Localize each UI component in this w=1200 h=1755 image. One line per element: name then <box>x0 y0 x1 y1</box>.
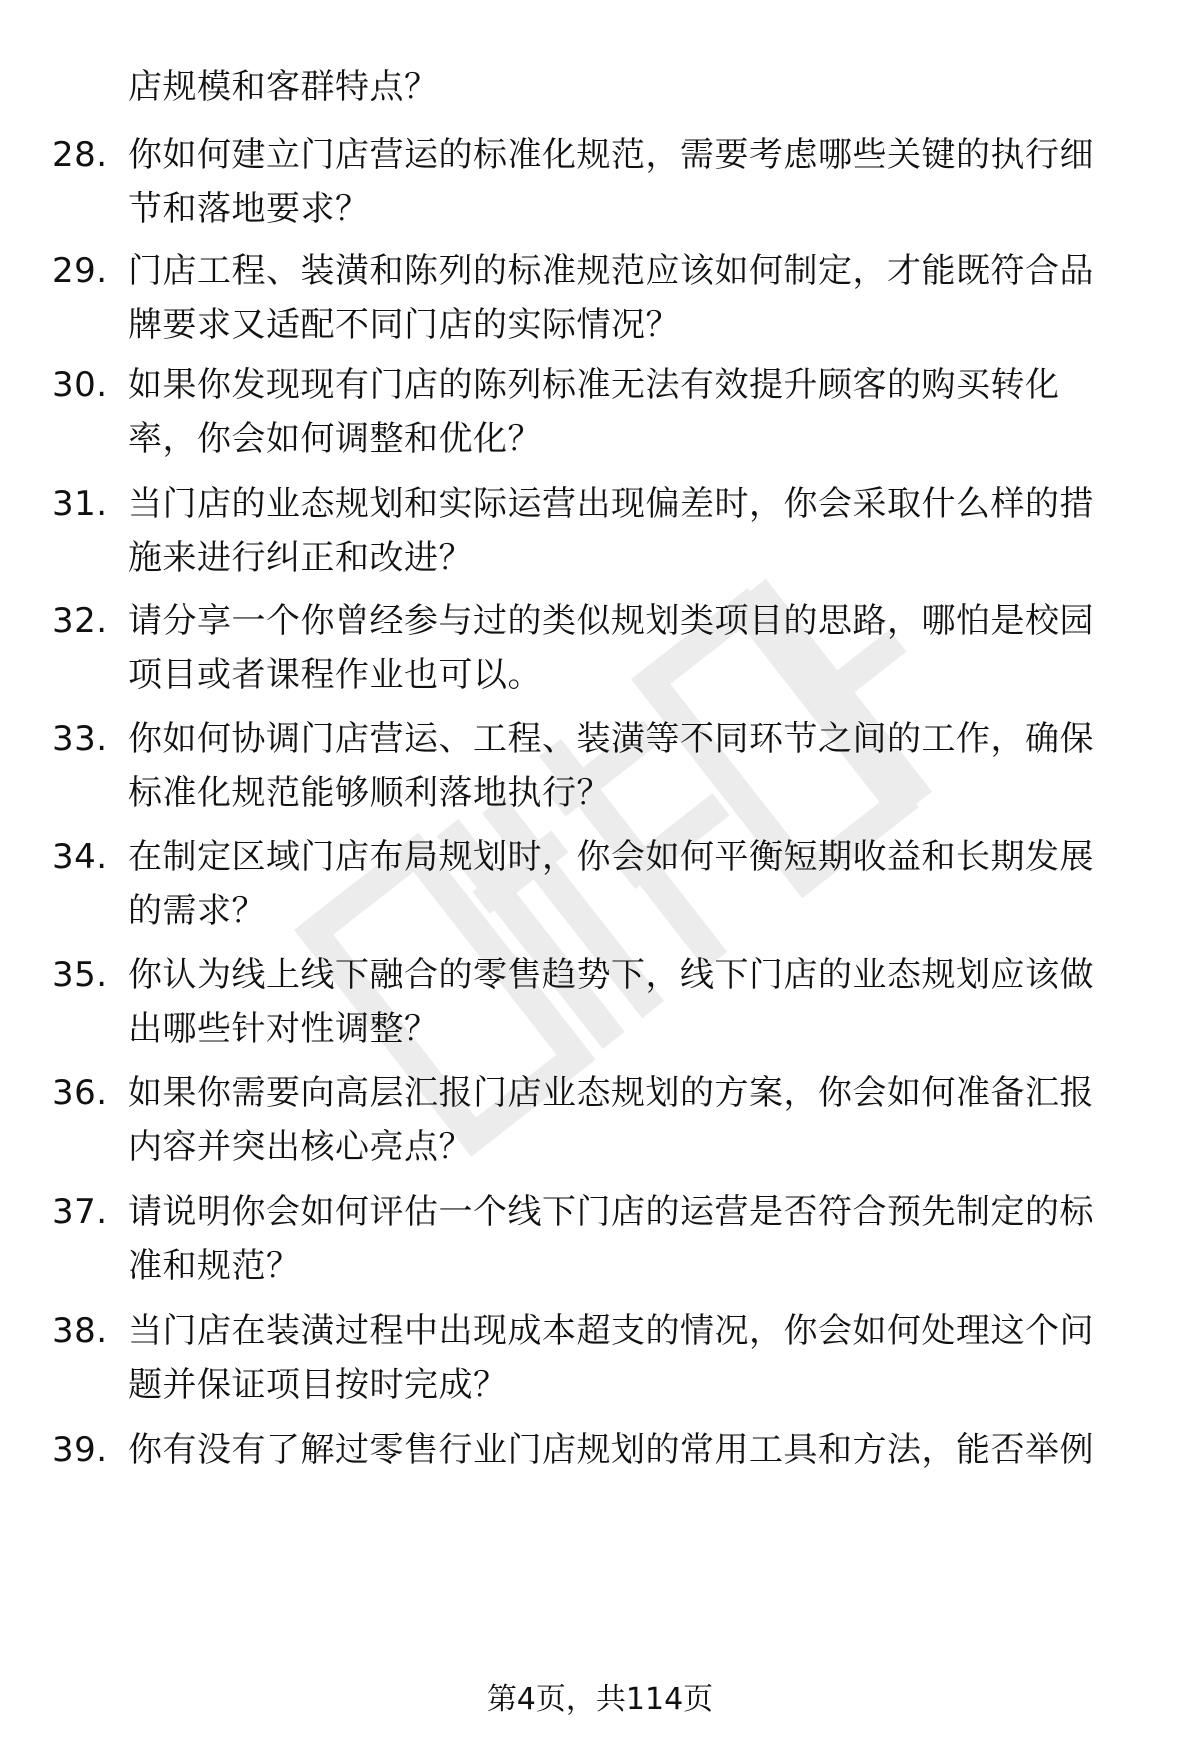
question-text-line1: 在制定区域门店布局规划时，你会如何平衡短期收益和长期发展 <box>128 837 1094 877</box>
continuation-text: 店规模和客群特点？ <box>128 67 439 107</box>
question-text-line2: 标准化规范能够顺利落地执行？ <box>128 773 611 813</box>
question-number: 32. <box>52 601 108 641</box>
question-number: 38. <box>52 1311 108 1351</box>
question-text-line1: 你如何协调门店营运、工程、装潢等不同环节之间的工作，确保 <box>128 719 1094 759</box>
question-text-line1: 你认为线上线下融合的零售趋势下，线下门店的业态规划应该做 <box>128 955 1094 995</box>
question-text-line2: 牌要求又适配不同门店的实际情况？ <box>128 305 680 345</box>
question-text-line1: 当门店在装潢过程中出现成本超支的情况，你会如何处理这个问 <box>128 1311 1094 1351</box>
question-number: 34. <box>52 837 108 877</box>
question-text-line2: 准和规范？ <box>128 1246 301 1286</box>
question-text-line1: 请分享一个你曾经参与过的类似规划类项目的思路，哪怕是校园 <box>128 601 1094 641</box>
question-number: 28. <box>52 135 108 175</box>
question-text-line1: 你有没有了解过零售行业门店规划的常用工具和方法，能否举例 <box>128 1430 1094 1470</box>
question-text-line1: 如果你发现现有门店的陈列标准无法有效提升顾客的购买转化 <box>128 365 1060 405</box>
question-number: 36. <box>52 1073 108 1113</box>
page-footer: 第4页，共114页 <box>486 1682 714 1717</box>
question-number: 33. <box>52 719 108 759</box>
question-text-line2: 节和落地要求？ <box>128 189 370 229</box>
question-number: 29. <box>52 251 108 291</box>
question-text-line2: 出哪些针对性调整？ <box>128 1009 439 1049</box>
question-text-line1: 如果你需要向高层汇报门店业态规划的方案，你会如何准备汇报 <box>128 1073 1094 1113</box>
question-number: 35. <box>52 955 108 995</box>
question-number: 39. <box>52 1430 108 1470</box>
question-text-line2: 施来进行纠正和改进？ <box>128 538 473 578</box>
question-number: 30. <box>52 365 108 405</box>
question-text-line1: 当门店的业态规划和实际运营出现偏差时，你会采取什么样的措 <box>128 484 1094 524</box>
question-text-line2: 题并保证项目按时完成？ <box>128 1365 508 1405</box>
question-text-line2: 率，你会如何调整和优化？ <box>128 419 542 459</box>
question-text-line2: 项目或者课程作业也可以。 <box>128 655 542 695</box>
question-text-line2: 内容并突出核心亮点？ <box>128 1127 473 1167</box>
question-number: 31. <box>52 484 108 524</box>
question-text-line1: 请说明你会如何评估一个线下门店的运营是否符合预先制定的标 <box>128 1192 1094 1232</box>
question-text-line2: 的需求？ <box>128 891 266 931</box>
question-number: 37. <box>52 1192 108 1232</box>
question-text-line1: 门店工程、装潢和陈列的标准规范应该如何制定，才能既符合品 <box>128 251 1094 291</box>
question-text-line1: 你如何建立门店营运的标准化规范，需要考虑哪些关键的执行细 <box>128 135 1094 175</box>
